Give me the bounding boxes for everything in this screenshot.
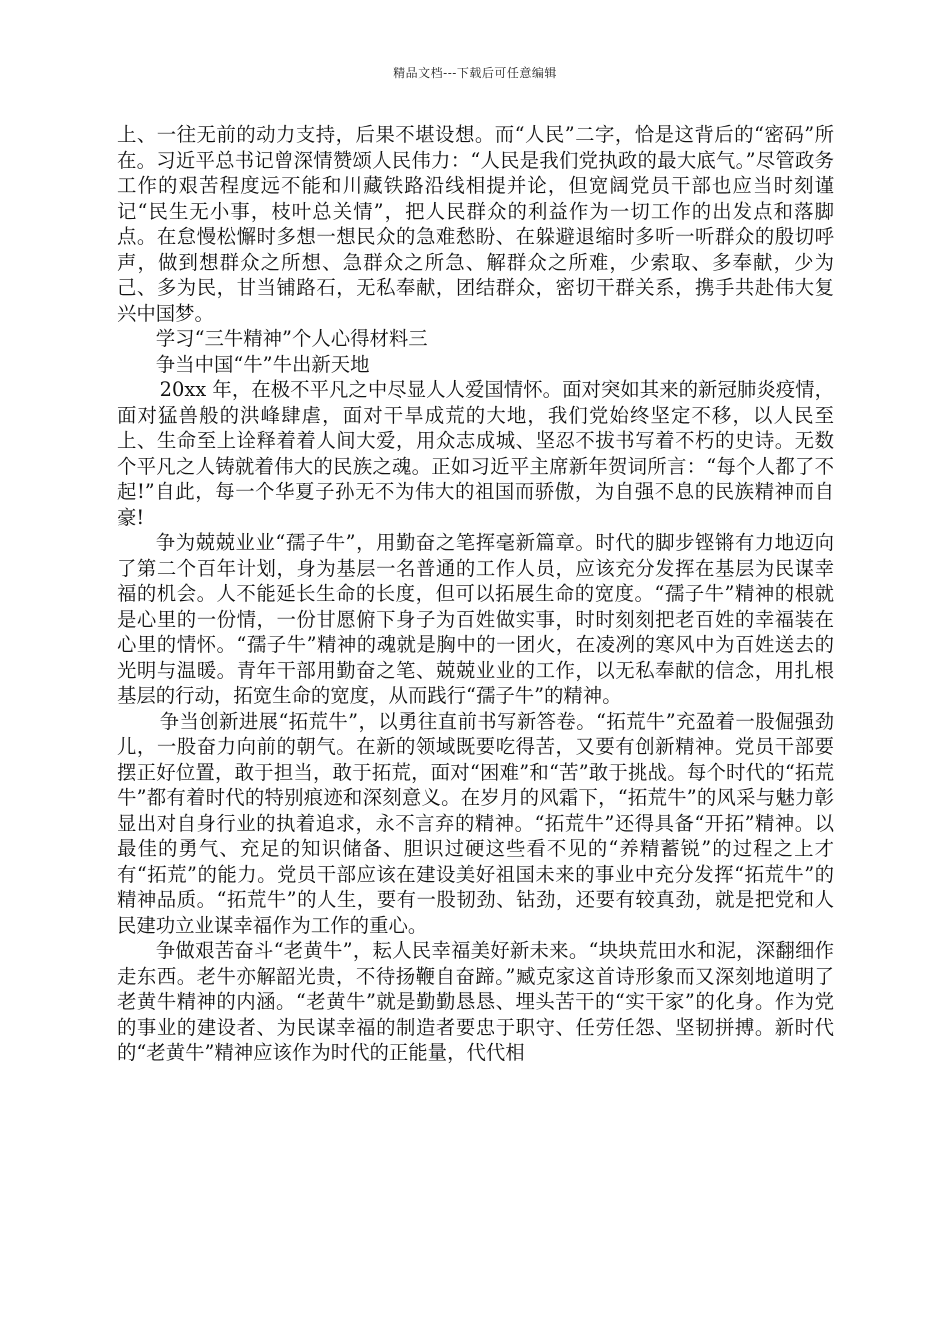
paragraph-tuohuang-niu: 争当创新进展“拓荒牛”，以勇往直前书写新答卷。“拓荒牛”充盈着一股倔强劲儿，一股奋力向前的朝气。在新的领域既要吃得苦，又要有创新精神。党员干部要摆正好位置，敢于担当，敢于拓荒，面对“困难”和“苦”敢于挑战。每个时代的“拓荒牛”都有着时代的特别痕迹和深刻意义。在岁月的风霜下，“拓荒牛”的风采与魅力彰显出对自身行业的执着追求，永不言弃的精神。“拓荒牛”还得具备“开拓”精神。以最佳的勇气、充足的知识储备、胆识过硬这些看不见的“养精蓄锐”的过程之上才有“拓荒”的能力。党员干部应该在建设美好祖国未来的事业中充分发挥“拓荒牛”的精神品质。“拓荒牛”的人生，要有一股韧劲、钻劲，还要有较真劲，就是把党和人民建功立业谋幸福作为工作的重心。 — [117, 709, 834, 937]
paragraph-continuation: 上、一往无前的动力支持，后果不堪设想。而“人民”二字，恰是这背后的“密码”所在。习近平总书记曾深情赞颂人民伟力：“人民是我们党执政的最大底气。”尽管政务工作的艰苦程度远不能和川藏铁路沿线相提并论，但宽阔党员干部也应当时刻谨记“民生无小事，枝叶总关情”，把人民群众的利益作为一切工作的出发点和落脚点。在怠慢松懈时多想一想民众的急难愁盼、在躲避退缩时多听一听群众的殷切呼声，做到想群众之所想、急群众之所急、解群众之所难，少索取、多奉献，少为己、多为民，甘当铺路石，无私奉献，团结群众，密切干群关系，携手共赴伟大复兴中国梦。 — [117, 123, 834, 325]
section-title: 学习“三牛精神”个人心得材料三 — [155, 327, 428, 350]
paragraph-intro: 20xx 年，在极不平凡之中尽显人人爱国情怀。面对突如其来的新冠肺炎疫情，面对猛兽般的洪峰肆虐，面对干旱成荒的大地，我们党始终坚定不移，以人民至上、生命至上诠释着着人间大爱，用众志成城、坚忍不拔书写着不朽的史诗。无数个平凡之人铸就着伟大的民族之魂。正如习近平主席新年贺词所言：“每个人都了不起!”自此，每一个华夏子孙无不为伟大的祖国而骄傲，为自强不息的民族精神而自豪! — [117, 378, 834, 529]
document-body — [117, 122, 834, 1066]
article-title: 争当中国“牛”牛出新天地 — [155, 352, 370, 376]
page-header: 精品文档---下载后可任意编辑 — [393, 66, 557, 80]
paragraph-ruzi-niu: 争为兢兢业业“孺子牛”，用勤奋之笔挥毫新篇章。时代的脚步铿锵有力地迈向了第二个百年计划，身为基层一名普通的工作人员，应该充分发挥在基层为民谋幸福的机会。人不能延长生命的长度，但可以拓展生命的宽度。“孺子牛”精神的根就是心里的一份情，一份甘愿俯下身子为百姓做实事，时时刻刻把老百姓的幸福装在心里的情怀。“孺子牛”精神的魂就是胸中的一团火，在凌冽的寒风中为百姓送去的光明与温暖。青年干部用勤奋之笔、兢兢业业的工作，以无私奉献的信念，用扎根基层的行动，拓宽生命的宽度，从而践行“孺子牛”的精神。 — [117, 531, 834, 707]
paragraph-laohuang-niu: 争做艰苦奋斗“老黄牛”，耘人民幸福美好新未来。“块块荒田水和泥，深翻细作走东西。老牛亦解韶光贵，不待扬鞭自奋蹄。”臧克家这首诗形象而又深刻地道明了老黄牛精神的内涵。“老黄牛”就是勤勤恳恳、埋头苦干的“实干家”的化身。作为党的事业的建设者、为民谋幸福的制造者要忠于职守、任劳任怨、坚韧拼搏。新时代的“老黄牛”精神应该作为时代的正能量，代代相 — [117, 939, 834, 1064]
